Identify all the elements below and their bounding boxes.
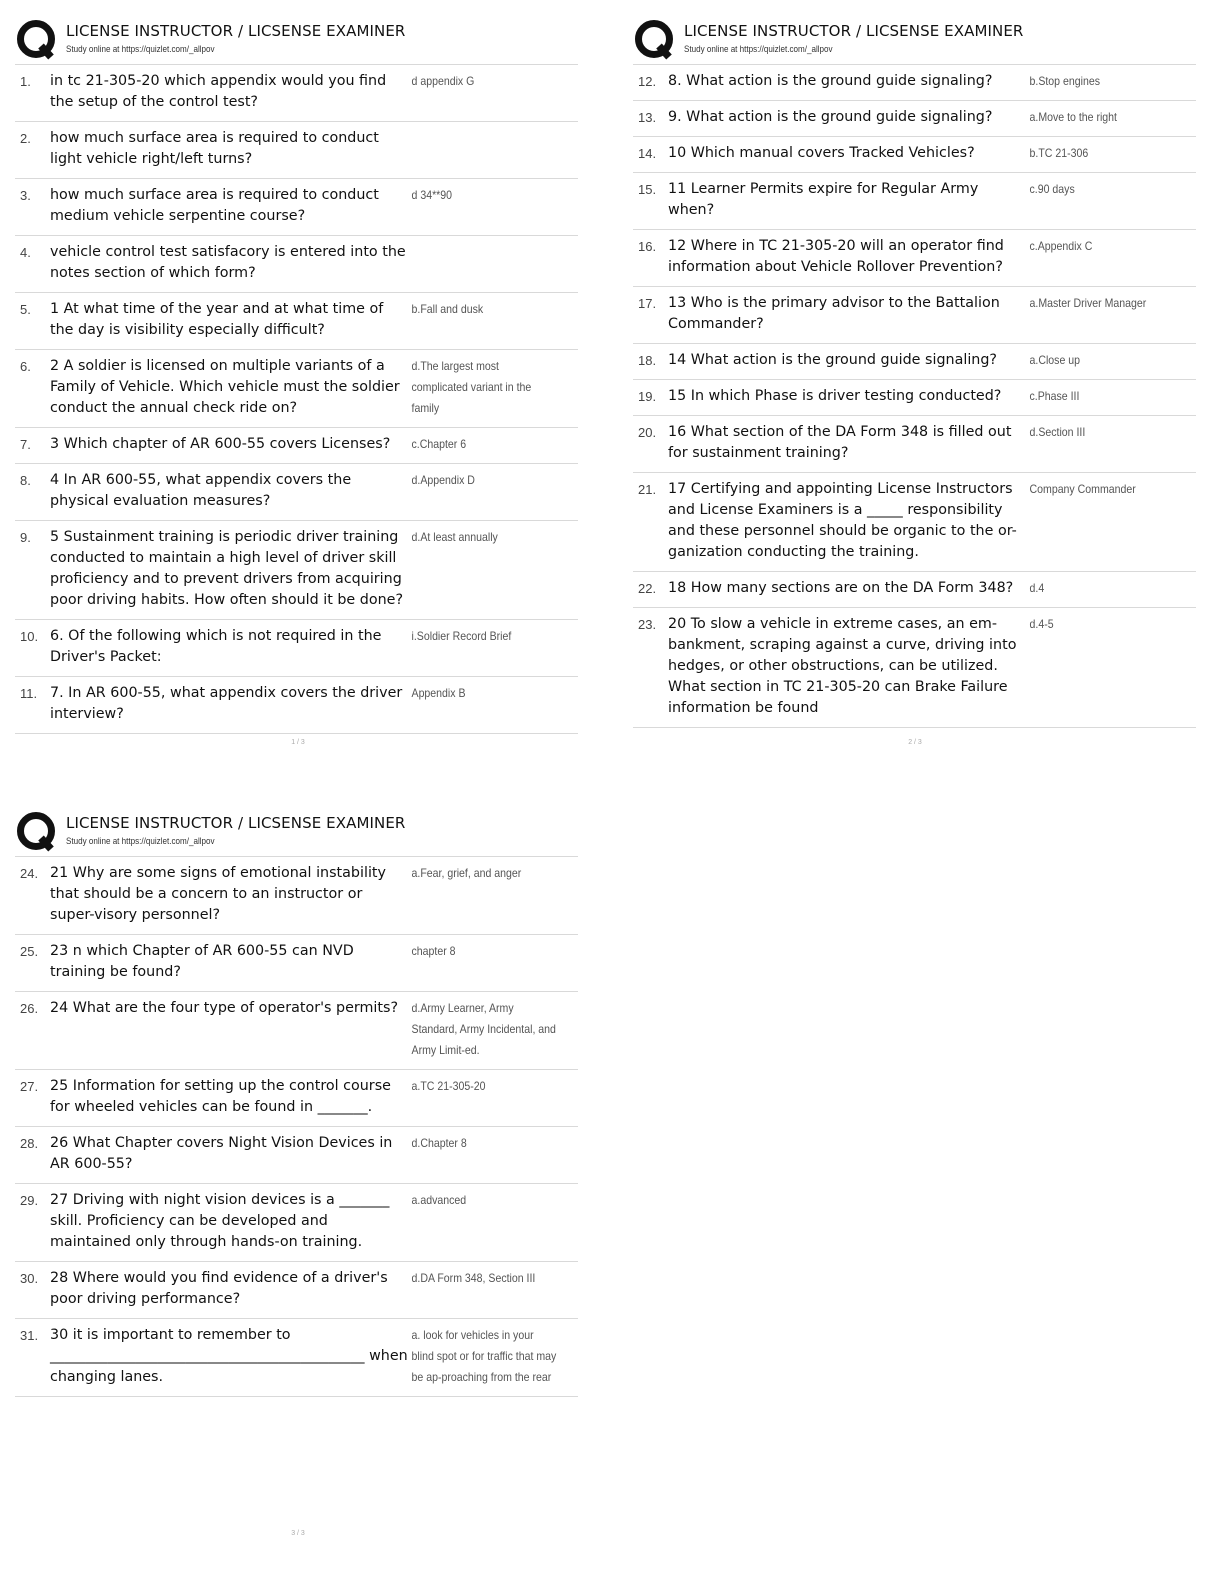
question-text: 26 What Chapter covers Night Vision Devices in AR 600-55? xyxy=(50,1135,393,1172)
answer-text: c.Chapter 6 xyxy=(411,437,467,451)
question-row xyxy=(15,857,578,935)
question-text: 2 A soldier is licensed on multiple variants of a Family of Vehicle. Which vehicle must the soldier conduct the annual check ride on? xyxy=(50,358,400,416)
question-text: 17 Certifying and appointing License Instructors and License Examiners is a _____ responsibility and these personnel should be organic to the or-ganization conducting the training. xyxy=(668,481,1017,560)
question-row xyxy=(15,677,578,734)
quizlet-logo-icon xyxy=(17,812,57,852)
question-row xyxy=(15,935,578,992)
question-row xyxy=(15,1262,578,1319)
question-number: 8. xyxy=(20,473,31,488)
question-row xyxy=(15,350,578,428)
question-row xyxy=(15,521,578,620)
question-list xyxy=(633,64,1196,728)
question-text: 14 What action is the ground guide signaling? xyxy=(668,352,998,368)
question-text: 10 Which manual covers Tracked Vehicles? xyxy=(668,145,975,161)
answer-text: d.4-5 xyxy=(1029,617,1054,631)
question-number: 21. xyxy=(638,482,657,497)
question-row xyxy=(633,608,1196,728)
question-number: 5. xyxy=(20,302,31,317)
question-text: 3 Which chapter of AR 600-55 covers Licenses? xyxy=(50,436,391,452)
answer-text: b.Fall and dusk xyxy=(411,302,484,316)
question-text: 5 Sustainment training is periodic driver training conducted to maintain a high level of driver skill proficiency and to prevent drivers from acquiring poor driving habits. How often should it be done? xyxy=(50,529,404,608)
question-text: 13 Who is the primary advisor to the Battalion Commander? xyxy=(668,295,1000,332)
answer-text: a.Fear, grief, and anger xyxy=(411,866,522,880)
question-text: 4 In AR 600-55, what appendix covers the physical evaluation measures? xyxy=(50,472,352,509)
question-text: 21 Why are some signs of emotional instability that should be a concern to an instructor or super-visory personnel? xyxy=(50,865,386,923)
answer-text: d.The largest most complicated variant in the family xyxy=(411,359,532,415)
page-title: LICENSE INSTRUCTOR / LICSENSE EXAMINER xyxy=(66,22,406,40)
question-number: 27. xyxy=(20,1079,39,1094)
answer-text: i.Soldier Record Brief xyxy=(411,629,512,643)
answer-text: d.DA Form 348, Section III xyxy=(411,1271,536,1285)
question-number: 17. xyxy=(638,296,657,311)
question-row xyxy=(15,992,578,1070)
question-number: 10. xyxy=(20,629,39,644)
question-text: 28 Where would you find evidence of a driver's poor driving performance? xyxy=(50,1270,388,1307)
question-row xyxy=(633,416,1196,473)
answer-text: a. look for vehicles in your blind spot or for traffic that may be ap-proaching from the rear xyxy=(411,1328,557,1384)
question-row xyxy=(15,179,578,236)
question-list xyxy=(15,64,578,734)
page-number-footer: 3 / 3 xyxy=(291,1530,305,1537)
question-row xyxy=(633,572,1196,608)
page-header xyxy=(633,18,1198,64)
question-row xyxy=(15,1127,578,1184)
question-text: 1 At what time of the year and at what time of the day is visibility especially difficult? xyxy=(50,301,384,338)
question-row xyxy=(15,428,578,464)
question-row xyxy=(633,287,1196,344)
question-row xyxy=(15,620,578,677)
answer-text: a.Move to the right xyxy=(1029,110,1117,124)
question-row xyxy=(633,137,1196,173)
question-number: 29. xyxy=(20,1193,39,1208)
question-text: 24 What are the four type of operator's permits? xyxy=(50,1000,399,1016)
question-list xyxy=(15,856,578,1397)
question-number: 19. xyxy=(638,389,657,404)
page-subtitle: Study online at https://quizlet.com/_allpov xyxy=(66,836,215,847)
question-text: 16 What section of the DA Form 348 is filled out for sustainment training? xyxy=(668,424,1012,461)
answer-text: b.TC 21-306 xyxy=(1029,146,1089,160)
question-row xyxy=(633,101,1196,137)
question-number: 9. xyxy=(20,530,31,545)
question-text: 11 Learner Permits expire for Regular Army when? xyxy=(668,181,979,218)
question-text: in tc 21-305-20 which appendix would you find the setup of the control test? xyxy=(50,73,387,110)
question-number: 24. xyxy=(20,866,39,881)
answer-text: d.Section III xyxy=(1029,425,1086,439)
page-header xyxy=(15,18,580,64)
question-number: 31. xyxy=(20,1328,39,1343)
question-number: 15. xyxy=(638,182,657,197)
question-number: 25. xyxy=(20,944,39,959)
question-number: 18. xyxy=(638,353,657,368)
answer-text: d 34**90 xyxy=(411,188,453,202)
answer-text: chapter 8 xyxy=(411,944,456,958)
question-row xyxy=(15,122,578,179)
answer-text: b.Stop engines xyxy=(1029,74,1100,88)
question-row xyxy=(633,173,1196,230)
document-page-2 xyxy=(633,18,1198,728)
answer-text: c.Appendix C xyxy=(1029,239,1093,253)
question-row xyxy=(633,230,1196,287)
answer-text: c.90 days xyxy=(1029,182,1075,196)
answer-text: Company Commander xyxy=(1029,482,1136,496)
question-row xyxy=(15,464,578,521)
question-number: 26. xyxy=(20,1001,39,1016)
question-text: 20 To slow a vehicle in extreme cases, an em-bankment, scraping against a curve, driving into hedges, or other obstructions, can be utilized. What section in TC 21-305-20 can Brake Failure information be found xyxy=(668,616,1017,716)
question-number: 11. xyxy=(20,686,38,701)
question-number: 2. xyxy=(20,131,31,146)
question-number: 7. xyxy=(20,437,31,452)
answer-text: d.At least annually xyxy=(411,530,498,544)
question-text: 9. What action is the ground guide signaling? xyxy=(668,109,993,125)
quizlet-logo-icon xyxy=(635,20,675,60)
answer-text: c.Phase III xyxy=(1029,389,1080,403)
question-number: 20. xyxy=(638,425,657,440)
answer-text: d.Appendix D xyxy=(411,473,475,487)
answer-text: d.Chapter 8 xyxy=(411,1136,467,1150)
question-number: 28. xyxy=(20,1136,39,1151)
question-text: 25 Information for setting up the control course for wheeled vehicles can be found in _______. xyxy=(50,1078,391,1115)
question-text: 27 Driving with night vision devices is a _______ skill. Proficiency can be developed and maintained only through hands-on training. xyxy=(50,1192,390,1250)
question-row xyxy=(15,65,578,122)
question-row xyxy=(15,293,578,350)
document-page-1 xyxy=(15,18,580,734)
question-row xyxy=(633,473,1196,572)
question-number: 16. xyxy=(638,239,657,254)
question-text: 6. Of the following which is not required in the Driver's Packet: xyxy=(50,628,382,665)
question-text: 23 n which Chapter of AR 600-55 can NVD training be found? xyxy=(50,943,354,980)
question-number: 1. xyxy=(20,74,31,89)
question-text: 30 it is important to remember to ____________________________________________ when changing lanes. xyxy=(50,1327,408,1385)
question-number: 6. xyxy=(20,359,31,374)
question-row xyxy=(15,236,578,293)
page-title: LICENSE INSTRUCTOR / LICSENSE EXAMINER xyxy=(66,814,406,832)
page-number-footer: 1 / 3 xyxy=(291,739,305,746)
question-number: 3. xyxy=(20,188,31,203)
question-row xyxy=(15,1070,578,1127)
page-subtitle: Study online at https://quizlet.com/_allpov xyxy=(684,44,833,55)
question-row xyxy=(633,380,1196,416)
answer-text: a.Close up xyxy=(1029,353,1081,367)
question-number: 23. xyxy=(638,617,657,632)
page-subtitle: Study online at https://quizlet.com/_allpov xyxy=(66,44,215,55)
question-text: 8. What action is the ground guide signaling? xyxy=(668,73,993,89)
question-text: how much surface area is required to conduct medium vehicle serpentine course? xyxy=(50,187,379,224)
question-text: 7. In AR 600-55, what appendix covers the driver interview? xyxy=(50,685,403,722)
question-number: 30. xyxy=(20,1271,39,1286)
answer-text: d appendix G xyxy=(411,74,475,88)
question-row xyxy=(15,1184,578,1262)
answer-text: a.Master Driver Manager xyxy=(1029,296,1147,310)
question-text: how much surface area is required to conduct light vehicle right/left turns? xyxy=(50,130,379,167)
page-number-footer: 2 / 3 xyxy=(908,739,922,746)
question-text: 12 Where in TC 21-305-20 will an operator find information about Vehicle Rollover Prevention? xyxy=(668,238,1004,275)
document-page-3 xyxy=(15,810,580,1397)
quizlet-logo-icon xyxy=(17,20,57,60)
answer-text: Appendix B xyxy=(411,686,466,700)
question-number: 4. xyxy=(20,245,31,260)
question-number: 12. xyxy=(638,74,657,89)
answer-text: a.advanced xyxy=(411,1193,467,1207)
answer-text: d.4 xyxy=(1029,581,1045,595)
question-number: 14. xyxy=(638,146,657,161)
question-text: vehicle control test satisfacory is entered into the notes section of which form? xyxy=(50,244,406,281)
page-header xyxy=(15,810,580,856)
question-number: 22. xyxy=(638,581,657,596)
answer-text: d.Army Learner, Army Standard, Army Incidental, and Army Limit-ed. xyxy=(411,1001,556,1057)
question-number: 13. xyxy=(638,110,657,125)
page-title: LICENSE INSTRUCTOR / LICSENSE EXAMINER xyxy=(684,22,1024,40)
question-text: 15 In which Phase is driver testing conducted? xyxy=(668,388,1002,404)
question-row xyxy=(15,1319,578,1397)
question-row xyxy=(633,344,1196,380)
question-row xyxy=(633,65,1196,101)
answer-text: a.TC 21-305-20 xyxy=(411,1079,486,1093)
question-text: 18 How many sections are on the DA Form 348? xyxy=(668,580,1014,596)
